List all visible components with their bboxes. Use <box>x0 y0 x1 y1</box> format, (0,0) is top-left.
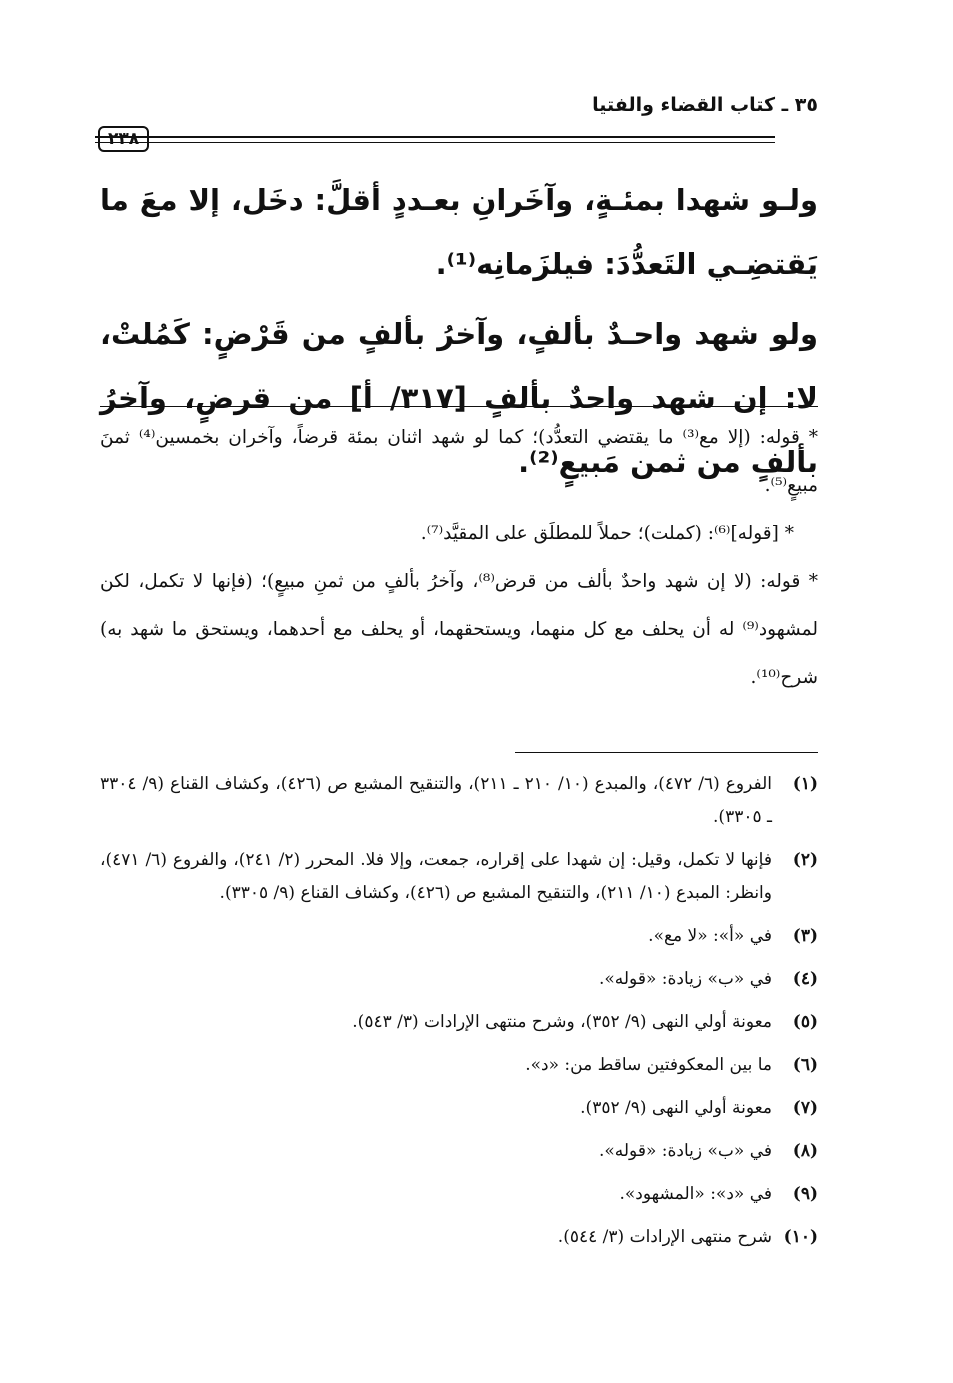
footnote <box>100 1178 818 1211</box>
footnote-text: معونة أولي النهى (٩/ ٣٥٢). <box>580 1098 772 1118</box>
footnote-text: شرح منتهى الإرادات (٣/ ٥٤٤). <box>557 1227 772 1247</box>
footnote <box>100 1221 818 1254</box>
commentary-separator <box>100 406 818 407</box>
footnote-text: في «د»: «المشهود». <box>619 1184 772 1204</box>
main-paragraph: ولـو شهدا بمئـةٍ، وآخَرانِ بعـددٍ أقلَّ: دخَل، إلا معَ ما يَقتضِـي التَعدُّدَ: فيلزَمانِه⁽¹⁾. <box>100 183 818 281</box>
footnote <box>100 844 818 910</box>
footnote-text: الفروع (٦/ ٤٧٢)، والمبدع (١٠/ ٢١٠ ـ ٢١١)، والتنقيح المشبع ص (٤٢٦)، وكشاف القناع (٩/ ٣٣٠٤ ـ ٣٣٠٥). <box>100 774 772 827</box>
footnote-text: فإنها لا تكمل، وقيل: إن شهدا على إقراره، جمعت، وإلا فلا. المحرر (٢/ ٢٤١)، والفروع (٦/ ٤٧١)، وانظر: المبدع (١٠/ ٢١١)، والتنقيح المشبع ص (٤٢٦)، وكشاف القناع (٩/ ٣٣٠٥). <box>100 850 772 903</box>
footnote <box>100 1049 818 1082</box>
footnote-text: في «أ»: «لا مع». <box>648 926 772 946</box>
main-paragraph: ولو شهد واحـدٌ بألفٍ، وآخرُ بألفٍ من قَرْضٍ: كَمُلتْ، لا: إن شهد واحدٌ بألفٍ [٣١٧/ أ] من قرضٍ، وآخرُ بألفٍ من ثمن مَبيعٍ⁽²⁾. <box>100 317 818 479</box>
footnotes-separator <box>515 752 818 753</box>
footnote-number: (٢) <box>792 850 818 870</box>
footnote <box>100 1092 818 1125</box>
commentary-paragraph: * قوله: (لا إن شهد واحدٌ بألف من قرض⁽⁸⁾، وآخرُ بألفٍ من ثمنِ مبيعٍ)؛ (فإنها لا تكمل، لكن لمشهود⁽⁹⁾ له أن يحلف مع كل منهما، ويستحقهما، أو يحلف مع أحدهما، ويستحق ما شهد به) شرح⁽¹⁰⁾. <box>100 571 818 688</box>
footnote-number: (١٠) <box>783 1227 818 1247</box>
footnote-text: في «ب» زيادة: «قوله». <box>598 1141 772 1161</box>
footnote-text: معونة أولي النهى (٩/ ٣٥٢)، وشرح منتهى الإرادات (٣/ ٥٤٣). <box>352 1012 772 1032</box>
footnote-number: (٨) <box>792 1141 818 1161</box>
footnote-text: في «ب» زيادة: «قوله». <box>598 969 772 989</box>
footnote-number: (٤) <box>792 969 818 989</box>
footnote <box>100 963 818 996</box>
footnote-number: (٦) <box>792 1055 818 1075</box>
running-head <box>98 88 818 149</box>
commentary-paragraph: * قوله: (إلا مع⁽³⁾ ما يقتضي التعدُّد)؛ كما لو شهد اثنان بمئة قرضاً، وآخران بخمسين⁽⁴⁾ ثمنَ مبيعٍ⁽⁵⁾. <box>100 427 818 496</box>
footnote-number: (٣) <box>792 926 818 946</box>
footnote <box>100 1006 818 1039</box>
page-number: ٢٣٨ <box>98 126 149 152</box>
footnote-number: (٧) <box>792 1098 818 1118</box>
footnote <box>100 920 818 953</box>
commentary <box>100 414 818 702</box>
header-rule <box>95 136 775 143</box>
chapter-title: ٣٥ ـ كتاب القضاء والفتيا <box>592 94 818 116</box>
footnote <box>100 768 818 834</box>
footnote-number: (١) <box>792 774 818 794</box>
footnote <box>100 1135 818 1168</box>
footnote-number: (٥) <box>792 1012 818 1032</box>
commentary-paragraph: * [قوله]⁽⁶⁾: (كملت)؛ حملاً للمطلَق على المقيَّد⁽⁷⁾. <box>420 523 794 544</box>
footnote-number: (٩) <box>792 1184 818 1204</box>
footnote-text: ما بين المعكوفتين ساقط من: «د». <box>525 1055 772 1075</box>
footnotes <box>100 768 818 1264</box>
